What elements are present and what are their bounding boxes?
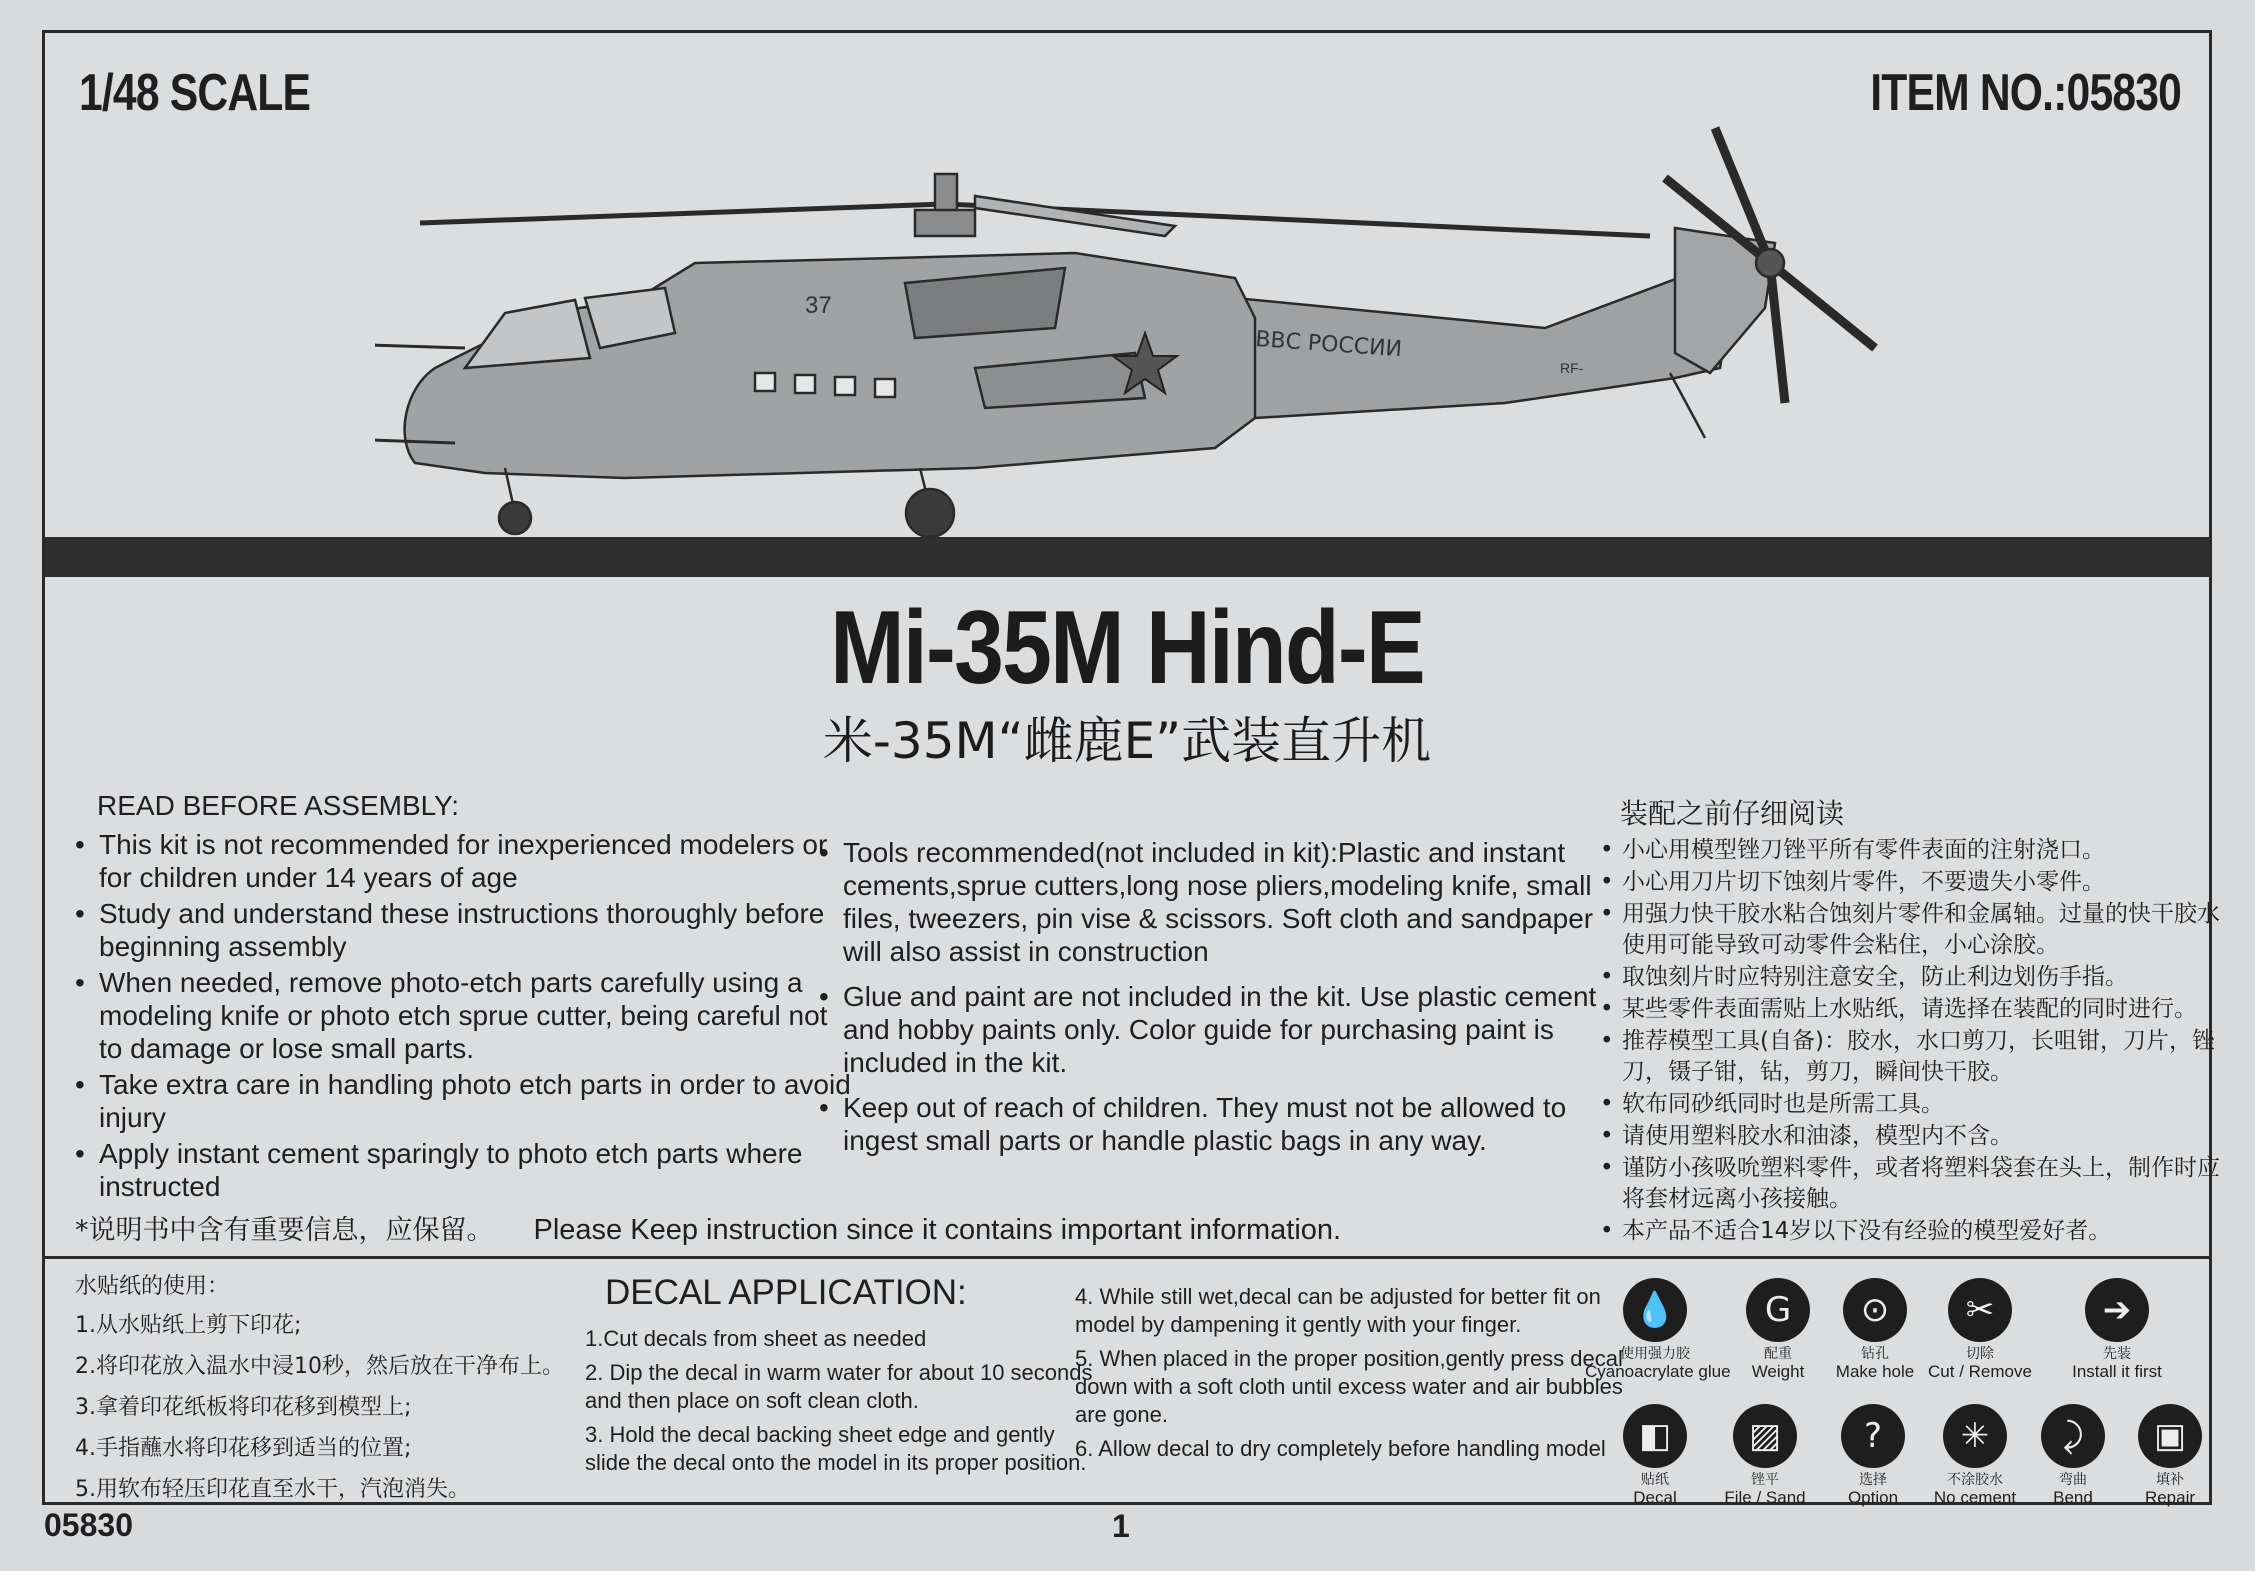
warning-item: • Study and understand these instructions thoroughly before beginning assembly <box>75 897 855 963</box>
symbol-label-en: File / Sand <box>1724 1488 1806 1507</box>
chinese-note-item: • 小心用模型锉刀锉平所有零件表面的注射浇口。 <box>1600 835 2240 866</box>
symbol-label-en: No cement <box>1933 1488 2017 1507</box>
chinese-notes-heading: 装配之前仔细阅读 <box>1620 797 1845 830</box>
chinese-note-item: • 谨防小孩吸吮塑料零件，或者将塑料袋套在头上，制作时应将套材远离小孩接触。 <box>1600 1153 2240 1215</box>
file-icon: ▨ <box>1733 1404 1797 1468</box>
chinese-note-item: • 软布同砂纸同时也是所需工具。 <box>1600 1089 2240 1120</box>
glue-drop-icon: 💧 <box>1623 1278 1687 1342</box>
decal-step: 5. When placed in the proper position,gently press decal down with a soft cloth until excess water and air bubbles are gone. <box>1075 1346 1623 1427</box>
symbol-label-cn: 填补 <box>2156 1472 2184 1488</box>
warning-item: • Take extra care in handling photo etch parts in order to avoid injury <box>75 1068 855 1134</box>
symbol-label-cn: 切除 <box>1966 1346 1994 1362</box>
chinese-note-item: • 推荐模型工具(自备)：胶水，水口剪刀，长咀钳，刀片，锉刀，镊子钳，钻，剪刀，瞬间快干胶。 <box>1600 1026 2240 1088</box>
symbol-label-cn: 配重 <box>1764 1346 1792 1362</box>
water-decal-step: 2.将印花放入温水中浸10秒，然后放在干净布上。 <box>75 1354 564 1379</box>
water-decal-heading: 水贴纸的使用： <box>75 1274 230 1299</box>
symbol-repair <box>2100 1404 2240 1507</box>
keep-note-chinese: *说明书中含有重要信息，应保留。 <box>75 1215 494 1246</box>
chinese-note-item: • 请使用塑料胶水和油漆，模型内不含。 <box>1600 1121 2240 1152</box>
symbol-label-cn: 先装 <box>2103 1346 2131 1362</box>
item-number: ITEM NO.:05830 <box>1870 64 2181 122</box>
decal-icon: ◧ <box>1623 1404 1687 1468</box>
install-first-icon: ➔ <box>2085 1278 2149 1342</box>
decal-application-heading: DECAL APPLICATION: <box>605 1273 967 1312</box>
symbol-label-en: Make hole <box>1835 1362 1915 1381</box>
water-decal-steps <box>75 1271 564 1510</box>
footer-item-number: 05830 <box>44 1507 133 1543</box>
decal-step: 3. Hold the decal backing sheet edge and gently slide the decal onto the model in its proper position. <box>585 1422 1087 1475</box>
repair-icon: ▣ <box>2138 1404 2202 1468</box>
instruction-sheet <box>42 30 2220 1507</box>
chinese-note-item: • 本产品不适合14岁以下没有经验的模型爱好者。 <box>1600 1216 2240 1247</box>
keep-instructions-note <box>75 1208 1341 1247</box>
symbol-label-en: Weight <box>1751 1362 1805 1381</box>
symbol-label-cn: 不涂胶水 <box>1947 1472 2003 1488</box>
symbol-install-first <box>2047 1278 2187 1381</box>
warning-item: • Apply instant cement sparingly to photo etch parts where instructed <box>75 1137 855 1203</box>
water-decal-step: 5.用软布轻压印花直至水干，汽泡消失。 <box>75 1477 470 1502</box>
decal-steps-4-6 <box>1075 1283 1635 1469</box>
symbol-label-en: Cyanoacrylate glue <box>1585 1362 1731 1381</box>
section-divider <box>45 1256 2209 1259</box>
water-decal-step: 1.从水贴纸上剪下印花; <box>75 1313 302 1338</box>
warnings-column-1 <box>75 828 855 1206</box>
weight-icon: G <box>1746 1278 1810 1342</box>
water-decal-step: 4.手指蘸水将印花移到适当的位置; <box>75 1436 412 1461</box>
warning-item: • When needed, remove photo-etch parts carefully using a modeling knife or photo etch sprue cutter, being careful not to damage or lose small parts. <box>75 966 855 1065</box>
decal-steps-1-3 <box>585 1325 1105 1483</box>
page-number: 1 <box>1112 1508 1130 1544</box>
symbol-label-en: Decal <box>1633 1488 1677 1507</box>
decal-step: 2. Dip the decal in warm water for about 10 seconds and then place on soft clean cloth. <box>585 1360 1093 1413</box>
symbol-label-en: Bend <box>2053 1488 2093 1507</box>
symbol-label-cn: 锉平 <box>1751 1472 1779 1488</box>
symbol-label-cn: 选择 <box>1859 1472 1887 1488</box>
chinese-note-item: • 取蚀刻片时应特别注意安全，防止利边划伤手指。 <box>1600 962 2240 993</box>
keep-note-english: Please Keep instruction since it contains important information. <box>533 1214 1342 1246</box>
warning-item: • Keep out of reach of children. They must not be allowed to ingest small parts or handle plastic bags in any way. <box>819 1091 1619 1157</box>
bend-icon: ⤸ <box>2041 1404 2105 1468</box>
symbol-label-cn: 贴纸 <box>1641 1472 1669 1488</box>
model-title: Mi-35M Hind-E <box>830 590 1424 706</box>
no-cement-icon: ✳ <box>1943 1404 2007 1468</box>
chinese-notes <box>1600 798 2240 1248</box>
decal-step: 4. While still wet,decal can be adjusted for better fit on model by dampening it gently with your finger. <box>1075 1284 1601 1337</box>
option-icon: ? <box>1841 1404 1905 1468</box>
symbol-label-en: Install it first <box>2072 1362 2162 1381</box>
warning-item: • Tools recommended(not included in kit):Plastic and instant cements,sprue cutters,long nose pliers,modeling knife, small files, tweezers, pin vise & scissors. Soft cloth and sandpaper will also assist in construction <box>819 836 1619 968</box>
symbol-cyanoacrylate-glue <box>1585 1278 1731 1381</box>
symbol-label-en: Repair <box>2144 1488 2196 1507</box>
warning-item: • This kit is not recommended for inexperienced modelers or for children under 14 years of age <box>75 828 855 894</box>
symbol-label-cn: 使用强力胶 <box>1620 1346 1690 1362</box>
warning-item: • Glue and paint are not included in the kit. Use plastic cement and hobby paints only. Color guide for purchasing paint is included in the kit. <box>819 980 1619 1079</box>
board-number: 37 <box>805 292 832 319</box>
water-decal-step: 3.拿着印花纸板将印花移到模型上; <box>75 1395 412 1420</box>
symbol-label-cn: 钻孔 <box>1861 1346 1889 1362</box>
decal-step: 6. Allow decal to dry completely before handling model <box>1075 1436 1606 1461</box>
knife-icon: ✂ <box>1948 1278 2012 1342</box>
symbol-label-en: Option <box>1847 1488 1899 1507</box>
chinese-note-item: • 小心用刀片切下蚀刻片零件，不要遗失小零件。 <box>1600 867 2240 898</box>
read-before-heading: READ BEFORE ASSEMBLY: <box>97 790 460 821</box>
warnings-column-2 <box>819 836 1619 1169</box>
decal-step: 1.Cut decals from sheet as needed <box>585 1326 927 1351</box>
helicopter-illustration <box>375 118 1975 538</box>
scale-label: 1/48 SCALE <box>79 64 311 122</box>
symbol-label-en: Cut / Remove <box>1928 1362 2032 1381</box>
fuselage-marking: ВВС РОССИИ <box>1254 327 1403 363</box>
drill-icon: ⊙ <box>1843 1278 1907 1342</box>
chinese-note-item: • 用强力快干胶水粘合蚀刻片零件和金属轴。过量的快干胶水使用可能导致可动零件会粘住，小心涂胶。 <box>1600 899 2240 961</box>
symbol-cut-remove <box>1910 1278 2050 1381</box>
chinese-note-item: • 某些零件表面需贴上水贴纸，请选择在装配的同时进行。 <box>1600 994 2240 1025</box>
symbol-label-cn: 弯曲 <box>2059 1472 2087 1488</box>
registration-marking: RF- <box>1560 360 1584 376</box>
model-title-chinese: 米-35M“雌鹿E”武装直升机 <box>822 712 1432 770</box>
